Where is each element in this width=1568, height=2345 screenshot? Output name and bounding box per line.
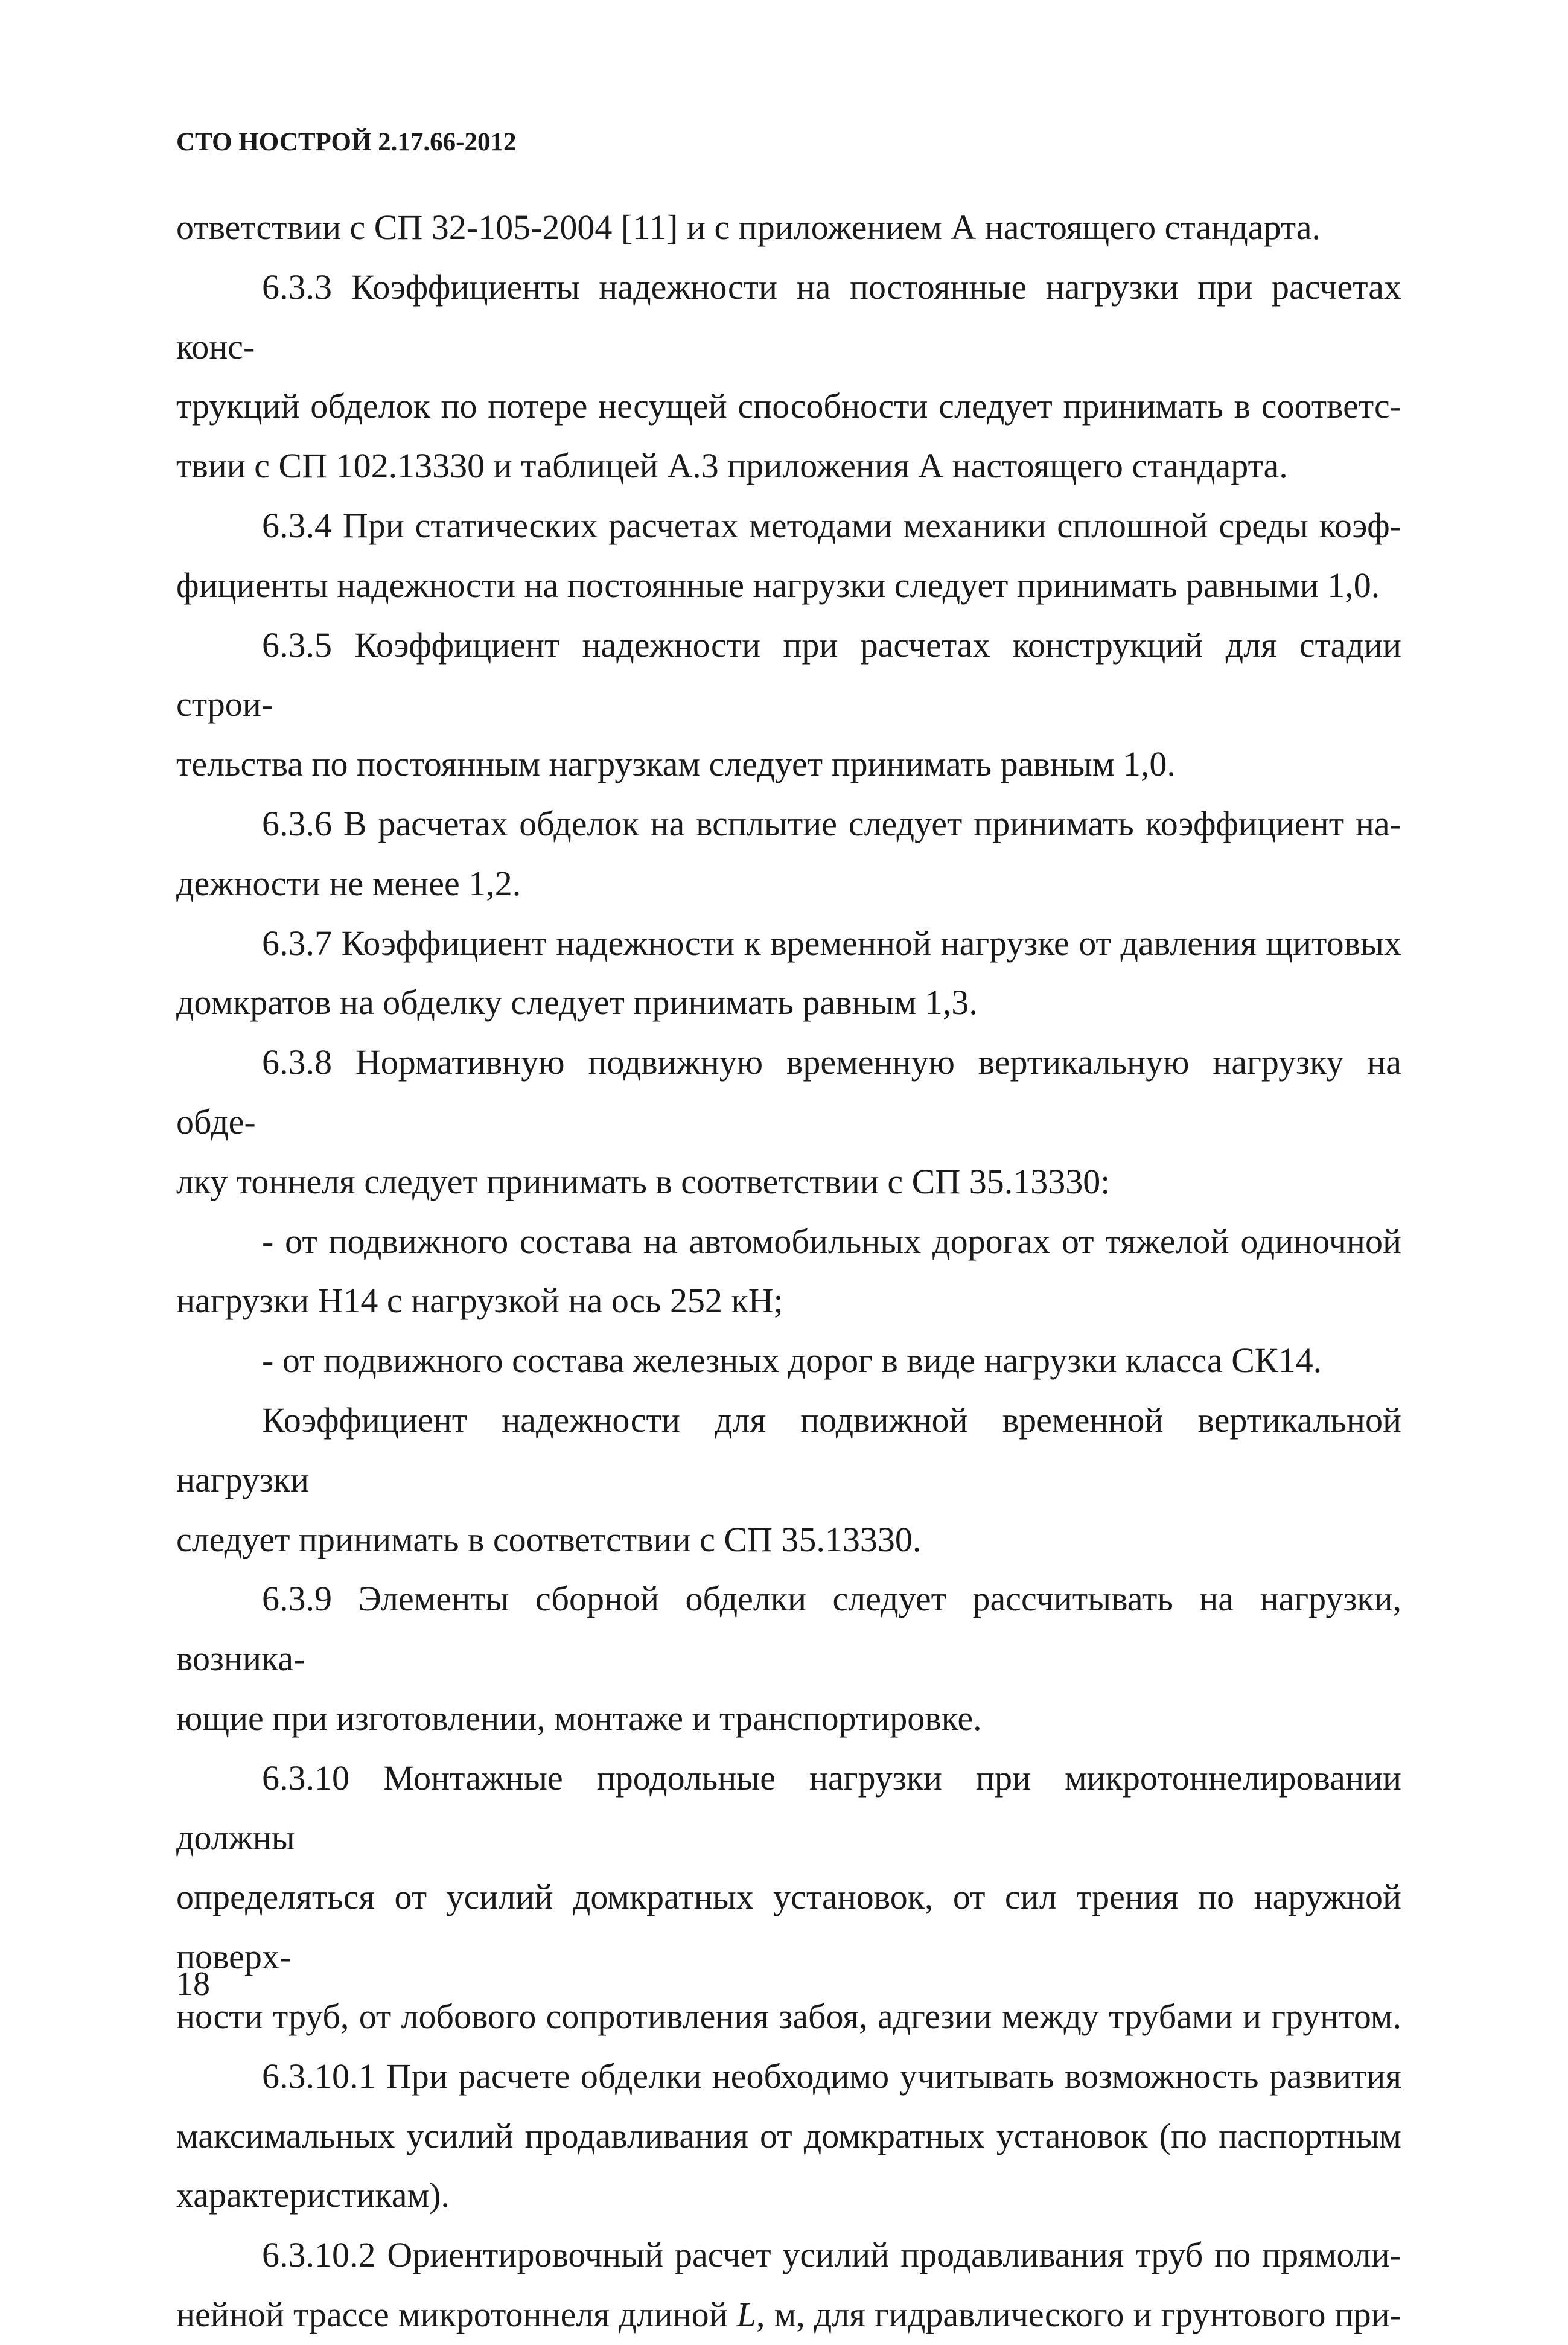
paragraph-6-3-10-cont <box>176 1868 1401 2046</box>
list-item-road <box>176 1212 1401 1272</box>
text-line: ющие при изготовлении, монтаже и транспортировке. <box>176 1698 982 1738</box>
text-line: - от подвижного состава на автомобильных дорогах от тяжелой одиночной <box>262 1221 1401 1261</box>
text-line: максимальных усилий продавливания от домкратных установок (по паспортным <box>176 2116 1401 2155</box>
text-line: Коэффициент надежности для подвижной временной вертикальной нагрузки <box>176 1400 1401 1499</box>
variable-L: L <box>736 2294 756 2334</box>
paragraph-6-3-4-cont <box>176 556 1401 616</box>
text-line: 6.3.5 Коэффициент надежности при расчетах конструкций для стадии строи- <box>176 625 1401 724</box>
document-body <box>176 198 1401 2345</box>
text-fragment: , м, для гидравлического и грунтового при- <box>756 2294 1402 2334</box>
text-line-mixed <box>176 2285 1401 2345</box>
text-line: 6.3.10 Монтажные продольные нагрузки при микротоннелировании должны <box>176 1758 1401 1857</box>
text-line: тельства по постоянным нагрузкам следует принимать равным 1,0. <box>176 744 1176 784</box>
text-line: 6.3.10.1 При расчете обделки необходимо учитывать возможность развития <box>262 2056 1401 2096</box>
paragraph-6-3-3 <box>176 258 1401 377</box>
text-line: фициенты надежности на постоянные нагрузки следует принимать равными 1,0. <box>176 565 1380 605</box>
paragraph-6-3-7-cont <box>176 973 1401 1033</box>
text-line: домкратов на обделку следует принимать равным 1,3. <box>176 983 978 1023</box>
document-header: СТО НОСТРОЙ 2.17.66-2012 <box>176 128 517 156</box>
text-line: характеристикам). <box>176 2175 450 2215</box>
paragraph-6-3-6 <box>176 794 1401 854</box>
text-line: - от подвижного состава железных дорог в виде нагрузки класса СК14. <box>262 1341 1322 1380</box>
paragraph-6-3-8-cont <box>176 1152 1401 1212</box>
text-line: дежности не менее 1,2. <box>176 863 521 903</box>
paragraph-6-3-10-1 <box>176 2047 1401 2107</box>
page-number: 18 <box>176 1965 210 2003</box>
paragraph-6-3-9 <box>176 1569 1401 1689</box>
text-line: 6.3.6 В расчетах обделок на всплытие следует принимать коэффициент на- <box>262 803 1401 843</box>
text-line: твии с СП 102.13330 и таблицей А.3 приложения А настоящего стандарта. <box>176 446 1288 486</box>
list-item-rail <box>176 1331 1401 1391</box>
text-line: ответствии с СП 32-105-2004 [11] и с приложением А настоящего стандарта. <box>176 208 1321 247</box>
paragraph-coefficient-cont <box>176 1510 1401 1570</box>
text-line: трукций обделок по потере несущей способности следует принимать в соответс- <box>176 386 1401 426</box>
text-line: 6.3.7 Коэффициент надежности к временной нагрузке от давления щитовых <box>262 923 1401 963</box>
text-line: 6.3.4 При статических расчетах методами механики сплошной среды коэф- <box>262 505 1401 545</box>
text-line: 6.3.10.2 Ориентировочный расчет усилий продавливания труб по прямоли- <box>262 2235 1401 2275</box>
paragraph-6-3-10-2-cont <box>176 2285 1401 2345</box>
paragraph-6-3-3-cont <box>176 377 1401 496</box>
paragraph-6-3-9-cont <box>176 1689 1401 1749</box>
text-line: определяться от усилий домкратных установок, от сил трения по наружной поверх- <box>176 1877 1401 1977</box>
paragraph-6-3-10 <box>176 1749 1401 1868</box>
paragraph-coefficient <box>176 1391 1401 1510</box>
text-line: 6.3.3 Коэффициенты надежности на постоянные нагрузки при расчетах конс- <box>176 267 1401 366</box>
text-fragment: нейной трассе микротоннеля длиной <box>176 2294 728 2334</box>
text-line: 6.3.9 Элементы сборной обделки следует рассчитывать на нагрузки, возника- <box>176 1579 1401 1679</box>
text-line: нагрузки Н14 с нагрузкой на ось 252 кН; <box>176 1281 783 1321</box>
paragraph-continuation <box>176 198 1401 258</box>
list-item-road-cont <box>176 1271 1401 1331</box>
paragraph-6-3-4 <box>176 496 1401 556</box>
paragraph-6-3-10-2 <box>176 2225 1401 2285</box>
paragraph-6-3-6-cont <box>176 854 1401 914</box>
paragraph-6-3-5-cont <box>176 735 1401 794</box>
paragraph-6-3-5 <box>176 616 1401 735</box>
text-line: лку тоннеля следует принимать в соответствии с СП 35.13330: <box>176 1161 1111 1201</box>
paragraph-6-3-8 <box>176 1033 1401 1152</box>
text-line: ности труб, от лобового сопротивления забоя, адгезии между трубами и грунтом. <box>176 1996 1401 2036</box>
paragraph-6-3-10-1-cont <box>176 2107 1401 2226</box>
text-line: следует принимать в соответствии с СП 35.13330. <box>176 1519 922 1559</box>
text-line: 6.3.8 Нормативную подвижную временную вертикальную нагрузку на обде- <box>176 1042 1401 1141</box>
paragraph-6-3-7 <box>176 914 1401 974</box>
